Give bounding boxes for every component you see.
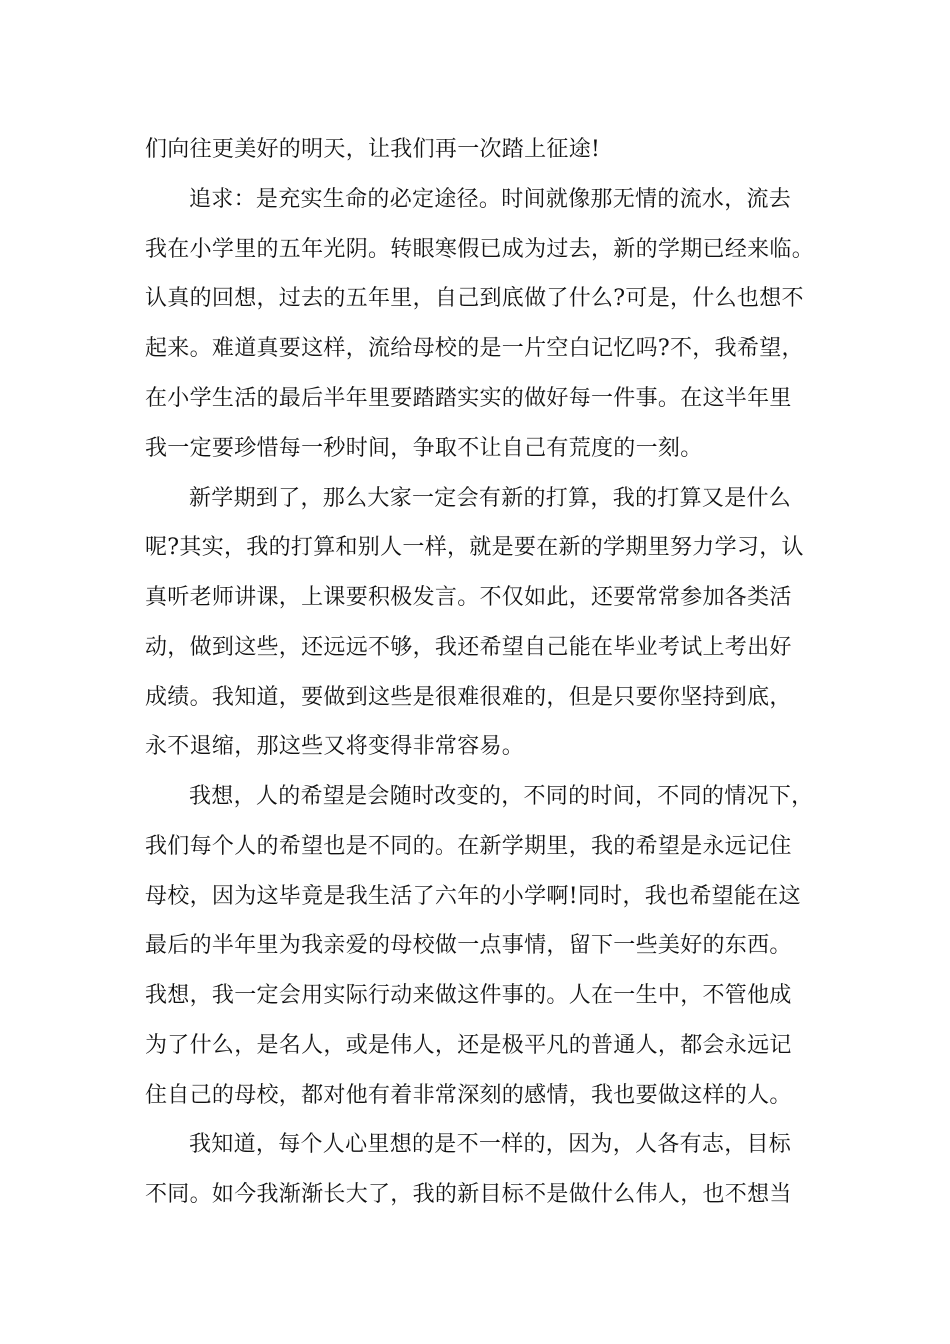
paragraph-first-line: 追求：是充实生命的必定途径。时间就像那无情的流水，流去 [189, 187, 792, 212]
text-line: 永不退缩，那这些又将变得非常容易。 [145, 734, 525, 759]
text-line: 在小学生活的最后半年里要踏踏实实的做好每一件事。在这半年里 [145, 386, 792, 411]
text-line: 起来。难道真要这样，流给母校的是一片空白记忆吗?不，我希望， [145, 336, 804, 361]
text-line: 最后的半年里为我亲爱的母校做一点事情，留下一些美好的东西。 [145, 933, 792, 958]
paragraph-first-line: 新学期到了，那么大家一定会有新的打算，我的打算又是什么 [189, 486, 792, 511]
text-line: 我们每个人的希望也是不同的。在新学期里，我的希望是永远记住 [145, 834, 792, 859]
text-line: 我在小学里的五年光阴。转眼寒假已成为过去，新的学期已经来临。 [145, 237, 815, 262]
text-line: 住自己的母校，都对他有着非常深刻的感情，我也要做这样的人。 [145, 1083, 792, 1108]
text-line: 认真的回想，过去的五年里，自己到底做了什么?可是，什么也想不 [145, 286, 804, 311]
paragraph-first-line: 我想，人的希望是会随时改变的，不同的时间，不同的情况下， [189, 784, 814, 809]
text-line: 母校，因为这毕竟是我生活了六年的小学啊!同时，我也希望能在这 [145, 884, 801, 909]
text-line: 我想，我一定会用实际行动来做这件事的。人在一生中，不管他成 [145, 983, 792, 1008]
text-line: 们向往更美好的明天，让我们再一次踏上征途! [145, 137, 601, 162]
text-line: 成绩。我知道，要做到这些是很难很难的，但是只要你坚持到底， [145, 685, 792, 710]
text-line: 呢?其实，我的打算和别人一样，就是要在新的学期里努力学习，认 [145, 535, 804, 560]
text-line: 我一定要珍惜每一秒时间，争取不让自己有荒度的一刻。 [145, 436, 703, 461]
text-line: 为了什么，是名人，或是伟人，还是极平凡的普通人，都会永远记 [145, 1033, 792, 1058]
text-line: 动，做到这些，还远远不够，我还希望自己能在毕业考试上考出好 [145, 635, 792, 660]
paragraph-first-line: 我知道，每个人心里想的是不一样的，因为，人各有志，目标 [189, 1132, 792, 1157]
text-line: 不同。如今我渐渐长大了，我的新目标不是做什么伟人，也不想当 [145, 1182, 792, 1207]
text-line: 真听老师讲课，上课要积极发言。不仅如此，还要常常参加各类活 [145, 585, 792, 610]
